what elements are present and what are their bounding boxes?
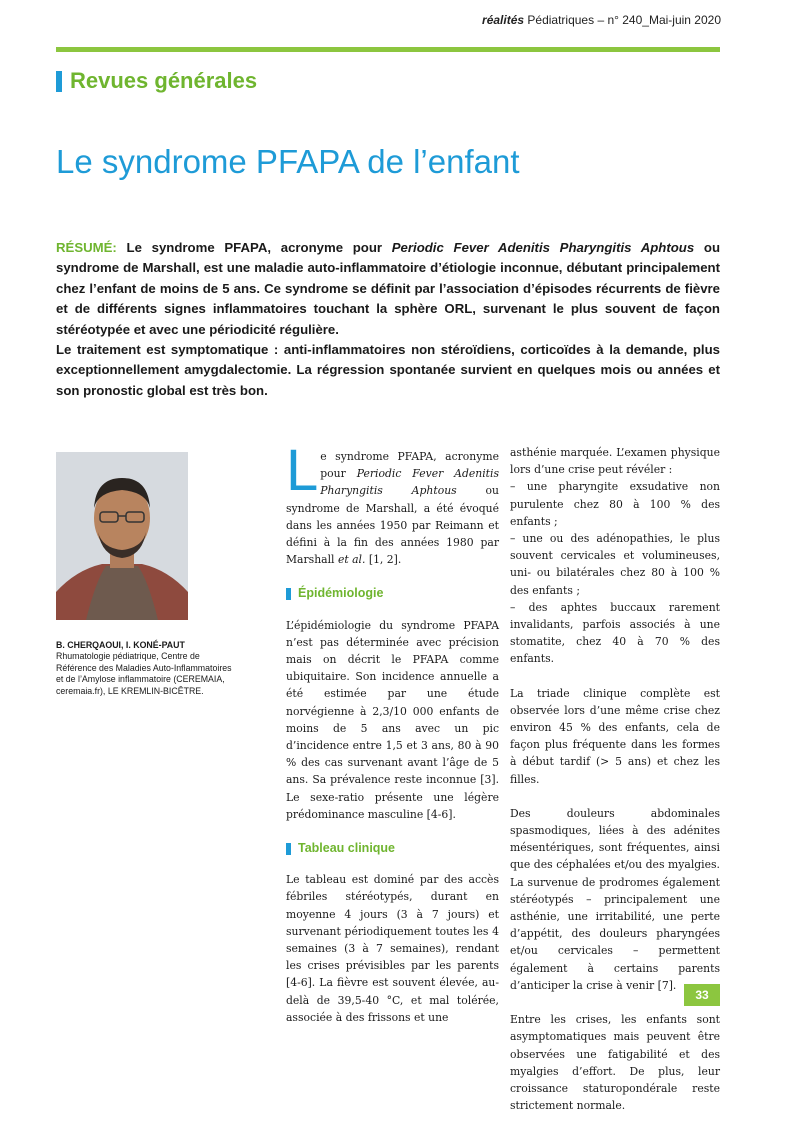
abstract xyxy=(56,238,720,401)
author-photo xyxy=(56,452,188,620)
author-info xyxy=(56,640,236,697)
intro-paragraph xyxy=(286,438,499,568)
triade-paragraph: La triade clinique complète est observée lors d’une même crise chez environ 45 % des enfants, cela de façon plus fréquente dans les formes à début tardif (> 5 ans) et chez les filles. xyxy=(510,686,720,786)
author-names: B. CHERQAOUI, I. KONÉ-PAUT xyxy=(56,640,185,650)
list-item: – une pharyngite exsudative non purulente chez 80 à 100 % des enfants ; xyxy=(510,480,720,528)
intro-text: e syndrome PFAPA, acronyme pour xyxy=(320,450,499,481)
page-number: 33 xyxy=(684,984,720,1006)
section-label xyxy=(56,68,257,94)
author-portrait xyxy=(56,452,188,620)
section-label-text: Revues générales xyxy=(70,68,258,93)
exam-intro: asthénie marquée. L’examen physique lors d’une crise peut révéler : xyxy=(510,446,720,477)
abstract-paragraph-1 xyxy=(56,238,720,340)
heading-text: Épidémiologie xyxy=(298,586,384,601)
intro-etal: et al. xyxy=(337,553,366,567)
list-item: – des aphtes buccaux rarement invalidants, parfois associés à une stomatite, chez 40 à 70 % des enfants. xyxy=(510,600,720,666)
heading-marker xyxy=(286,843,291,855)
column-1 xyxy=(286,438,499,1043)
list-item: – une ou des adénopathies, le plus souvent cervicales et volumineuses, uni- ou bilatérales chez 80 à 100 % des enfants ; xyxy=(510,532,720,597)
section-marker xyxy=(56,71,62,92)
exam-paragraph xyxy=(510,444,720,668)
journal-header xyxy=(482,13,721,27)
epidemiologie-paragraph: L’épidémiologie du syndrome PFAPA n’est pas déterminée avec précision mais on décrit le PFAPA comme ubiquitaire. Son incidence annuelle a été estimée par une étude norvégienne à 2,3/10 000 enfants de moins de 5 ans avec un pic d’incidence entre 1,5 et 3 ans, 80 à 90 % des cas survenant avant l’âge de 5 ans. Sa prévalence reste inconnue [3]. Le sexe-ratio présente une légère prédominance masculine [4-6]. xyxy=(286,618,499,821)
entre-crises-paragraph: Entre les crises, les enfants sont asymptomatiques mais peuvent être observées une fatigabilité et des myalgies d’effort. De plus, leur croissance staturopondérale reste strictement normale. xyxy=(510,1013,720,1113)
article-title: Le syndrome PFAPA de l’enfant xyxy=(56,143,520,180)
intro-text: ou syndrome de Marshall, a été évoqué dans les années 1950 par Reimann et défini à la fin des années 1980 par Marshall xyxy=(286,484,499,567)
heading-marker xyxy=(286,588,291,600)
intro-text: [1, 2]. xyxy=(365,553,402,567)
journal-brand: réalités xyxy=(482,13,525,27)
heading-epidemiologie xyxy=(286,585,499,602)
abstract-text: Le syndrome PFAPA, acronyme pour xyxy=(116,240,392,255)
header-divider xyxy=(56,47,720,52)
column-2 xyxy=(510,444,720,1131)
tableau-paragraph: Le tableau est dominé par des accès fébriles stéréotypés, durant en moyenne 4 jours (3 à 7 jours) et survenant périodiquement toutes les 4 semaines (3 à 7 semaines), rendant les crises prévisibles par les parents [4-6]. La fièvre est souvent élevée, au-delà de 39,5-40 °C, et mal tolérée, associée à des frissons et une xyxy=(286,873,499,1024)
abstract-paragraph-2: Le traitement est symptomatique : anti-inflammatoires non stéroïdiens, corticoïdes à la demande, plus exceptionnellement amygdalectomie. La régression spontanée survient en quelques mois ou années et son pronostic global est très bon. xyxy=(56,342,720,398)
abstract-label: RÉSUMÉ: xyxy=(56,240,117,255)
heading-text: Tableau clinique xyxy=(298,841,396,856)
douleurs-paragraph: Des douleurs abdominales spasmodiques, liées à des adénites mésentériques, sont fréquentes, ainsi que des céphalées et/ou des myalgies. La survenue de prodromes également stéréotypés – principalement une asthénie, une irritabilité, une perte d’appétit, des douleurs pharyngées et/ou cervicales – permettent également à certains parents d’anticiper la crise à venir [7]. xyxy=(510,806,720,992)
abstract-text: ou syndrome de Marshall, est une maladie auto-inflammatoire d’étiologie inconnue, débutant principalement chez l’enfant de moins de 5 ans. Ce syndrome se définit par l’association d’épisodes récurrents de fièvre et de différents signes inflammatoires touchant la sphère ORL, survenant le plus souvent de façon stéréotypée et avec une périodicité régulière. xyxy=(56,240,720,337)
heading-tableau-clinique xyxy=(286,840,499,857)
drop-cap: L xyxy=(286,438,319,503)
author-affiliation: Rhumatologie pédiatrique, Centre de Référence des Maladies Auto-Inflammatoires et de l’Amylose inflammatoire (CEREMAIA, ceremaia.fr), LE KREMLIN-BICÊTRE. xyxy=(56,651,232,696)
abstract-italic-term: Periodic Fever Adenitis Pharyngitis Aphtous xyxy=(391,240,695,255)
intro-italic-term: Periodic Fever Adenitis Pharyngitis Aphtous xyxy=(320,467,499,498)
journal-issue: Pédiatriques – n° 240_Mai-juin 2020 xyxy=(524,13,721,27)
